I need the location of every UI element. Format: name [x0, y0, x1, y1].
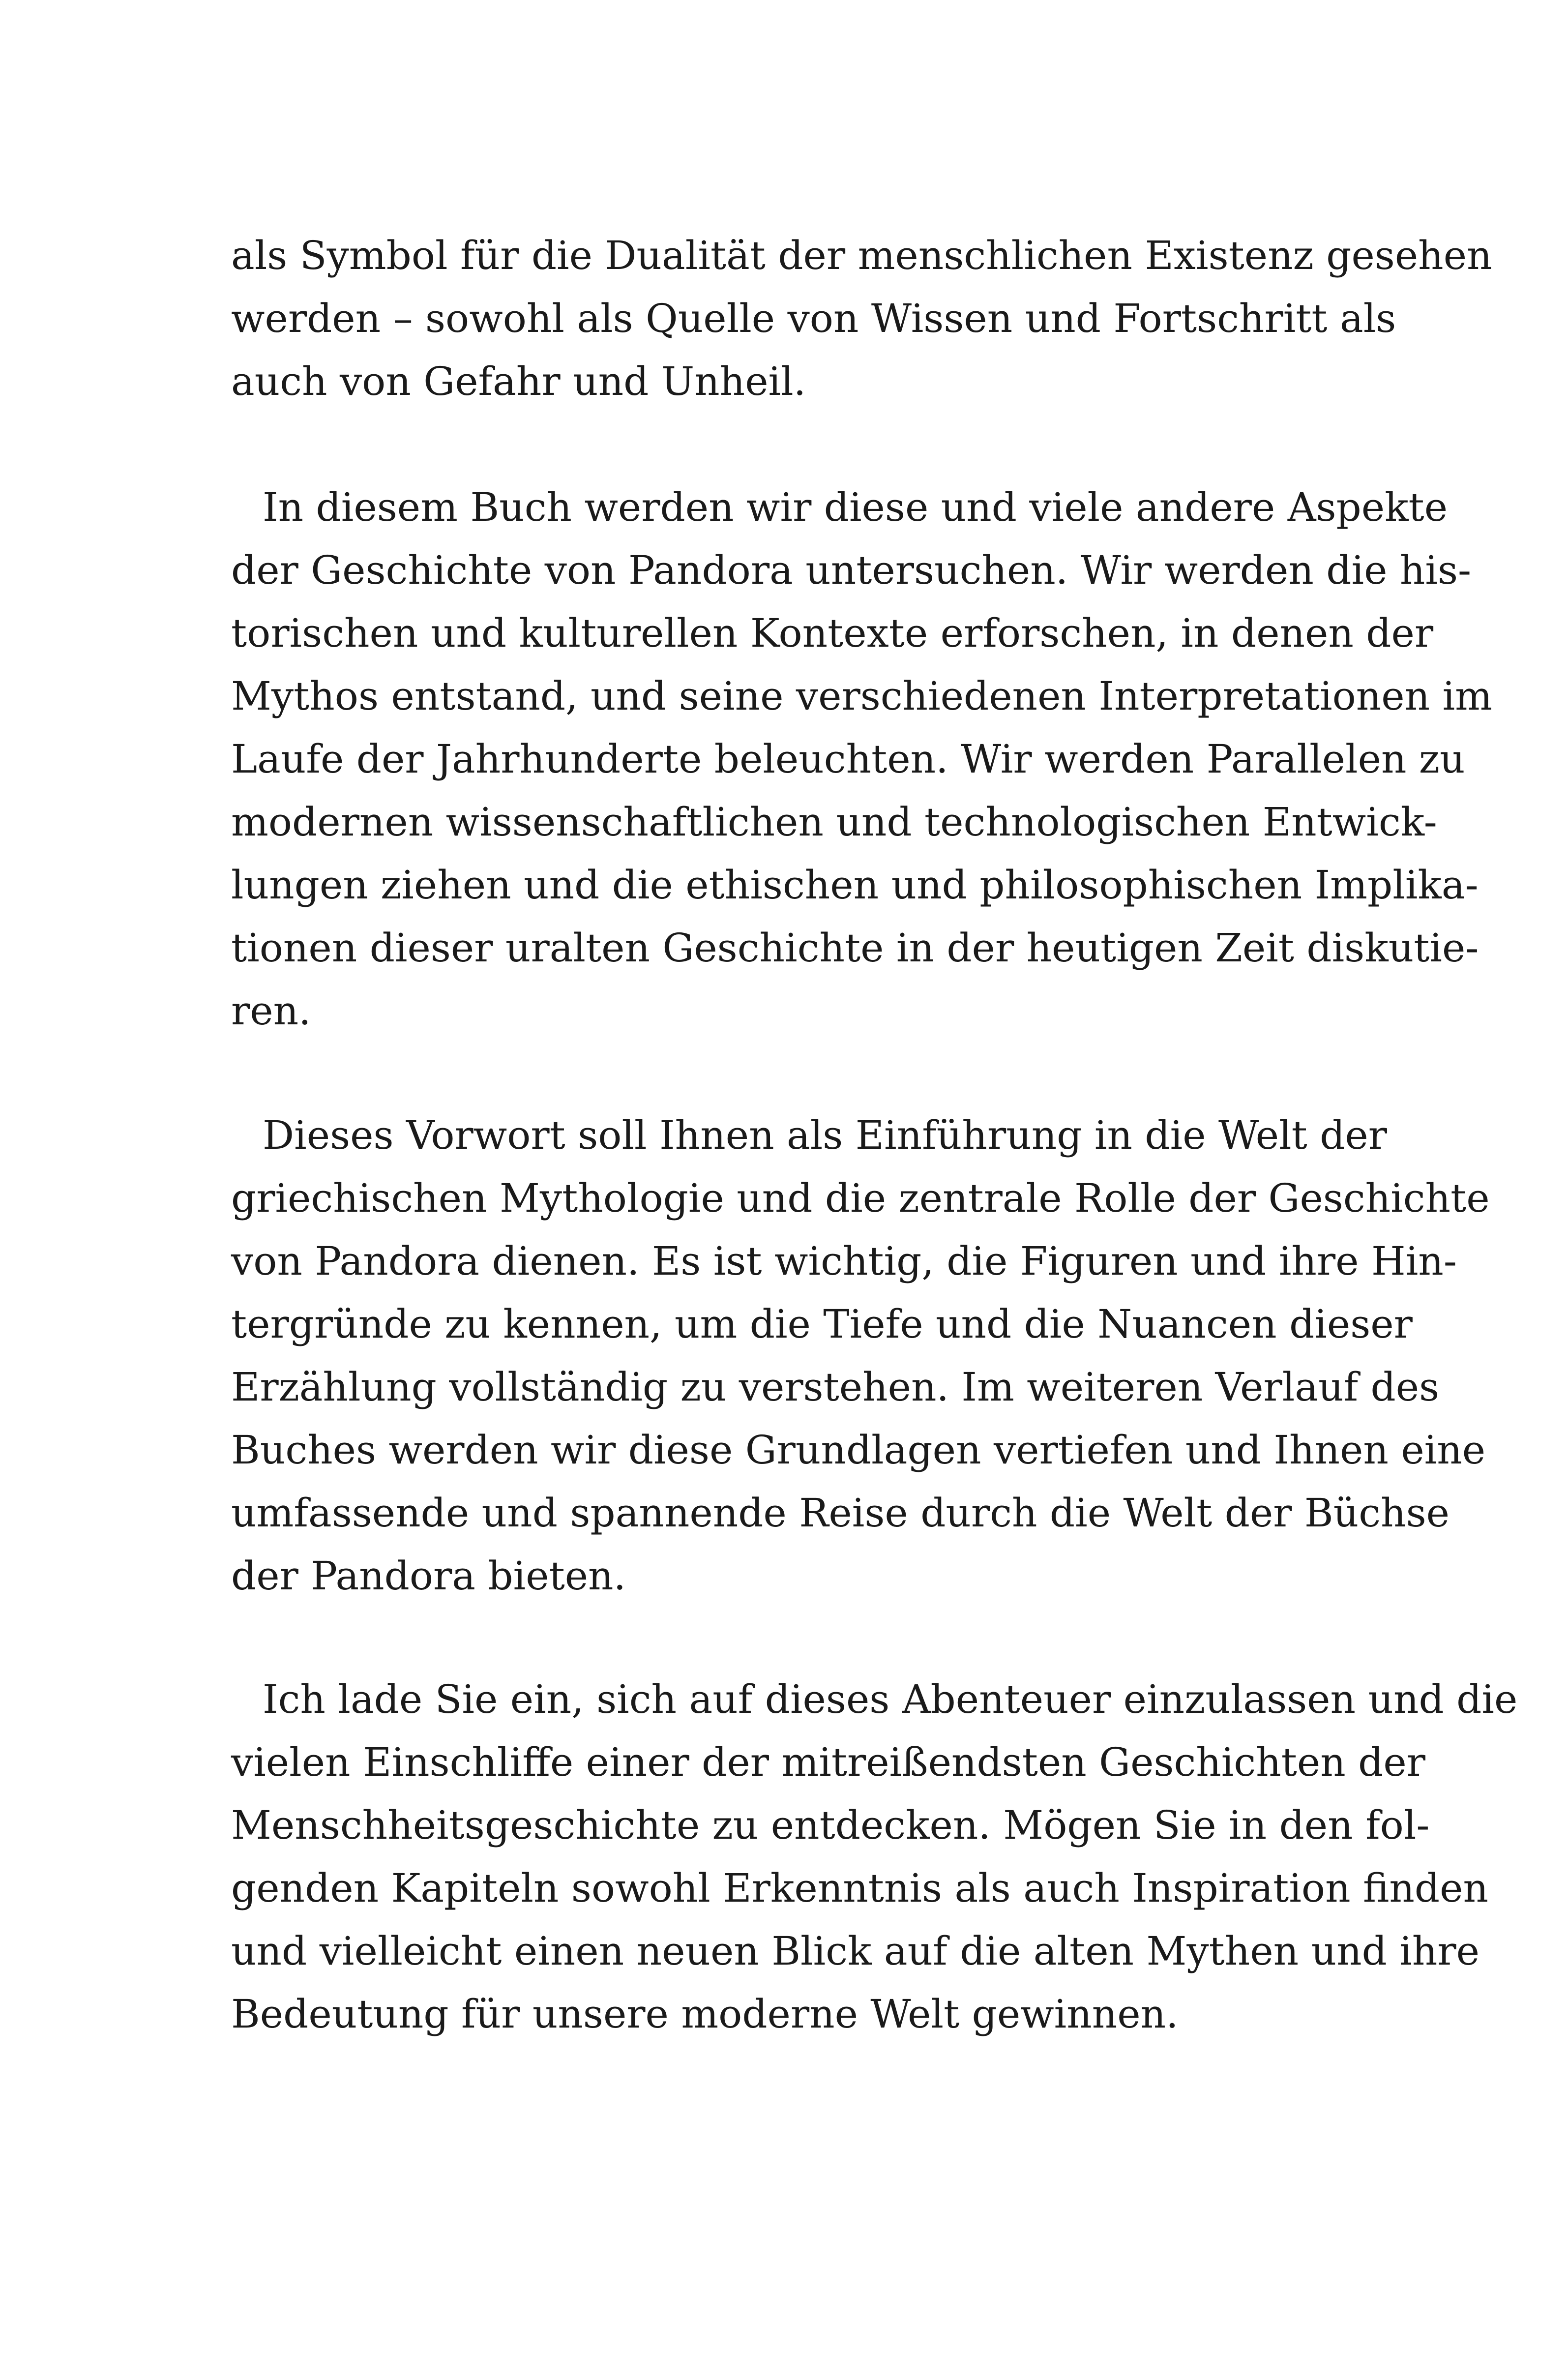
text-line: werden – sowohl als Quelle von Wissen und Fortschritt als	[231, 296, 1396, 341]
paragraph-1	[231, 224, 1492, 413]
text-line: vielen Einschliffe einer der mitreißendsten Geschichten der	[231, 1739, 1425, 1785]
text-line: und vielleicht einen neuen Blick auf die alten Mythen und ihre	[231, 1928, 1479, 1974]
text-line: lungen ziehen und die ethischen und philosophischen Implika-	[231, 862, 1479, 908]
text-line: Erzählung vollständig zu verstehen. Im weiteren Verlauf des	[231, 1364, 1440, 1410]
text-line: Menschheitsgeschichte zu entdecken. Mögen Sie in den fol-	[231, 1802, 1430, 1848]
text-line: Buches werden wir diese Grundlagen vertiefen und Ihnen eine	[231, 1427, 1486, 1473]
text-line: der Pandora bieten.	[231, 1553, 626, 1599]
text-line: der Geschichte von Pandora untersuchen. Wir werden die his-	[231, 547, 1472, 593]
text-line: genden Kapiteln sowohl Erkenntnis als auch Inspiration finden	[231, 1865, 1488, 1911]
text-line: griechischen Mythologie und die zentrale Rolle der Geschichte	[231, 1175, 1490, 1221]
text-line: Bedeutung für unsere moderne Welt gewinnen.	[231, 1991, 1179, 2037]
paragraph-2	[231, 476, 1493, 1043]
text-line: tionen dieser uralten Geschichte in der heutigen Zeit diskutie-	[231, 925, 1479, 971]
paragraph-3	[231, 1104, 1490, 1608]
text-line: als Symbol für die Dualität der menschlichen Existenz gesehen	[231, 233, 1492, 278]
text-line: auch von Gefahr und Unheil.	[231, 358, 806, 404]
text-line: modernen wissenschaftlichen und technologischen Entwick-	[231, 799, 1437, 845]
text-line: tergründe zu kennen, um die Tiefe und die Nuancen dieser	[231, 1301, 1413, 1347]
text-line: von Pandora dienen. Es ist wichtig, die Figuren und ihre Hin-	[231, 1238, 1457, 1284]
text-line: Ich lade Sie ein, sich auf dieses Abenteuer einzulassen und die	[263, 1676, 1518, 1722]
text-line: umfassende und spannende Reise durch die Welt der Büchse	[231, 1490, 1450, 1536]
text-line: Mythos entstand, und seine verschiedenen Interpretationen im	[231, 673, 1493, 719]
text-line: Laufe der Jahrhunderte beleuchten. Wir werden Parallelen zu	[231, 736, 1465, 782]
text-line: Dieses Vorwort soll Ihnen als Einführung in die Welt der	[263, 1112, 1387, 1158]
text-line: In diesem Buch werden wir diese und viele andere Aspekte	[263, 484, 1448, 530]
text-line: ren.	[231, 988, 311, 1034]
text-line: torischen und kulturellen Kontexte erforschen, in denen der	[231, 610, 1434, 656]
paragraph-4	[231, 1668, 1518, 2046]
